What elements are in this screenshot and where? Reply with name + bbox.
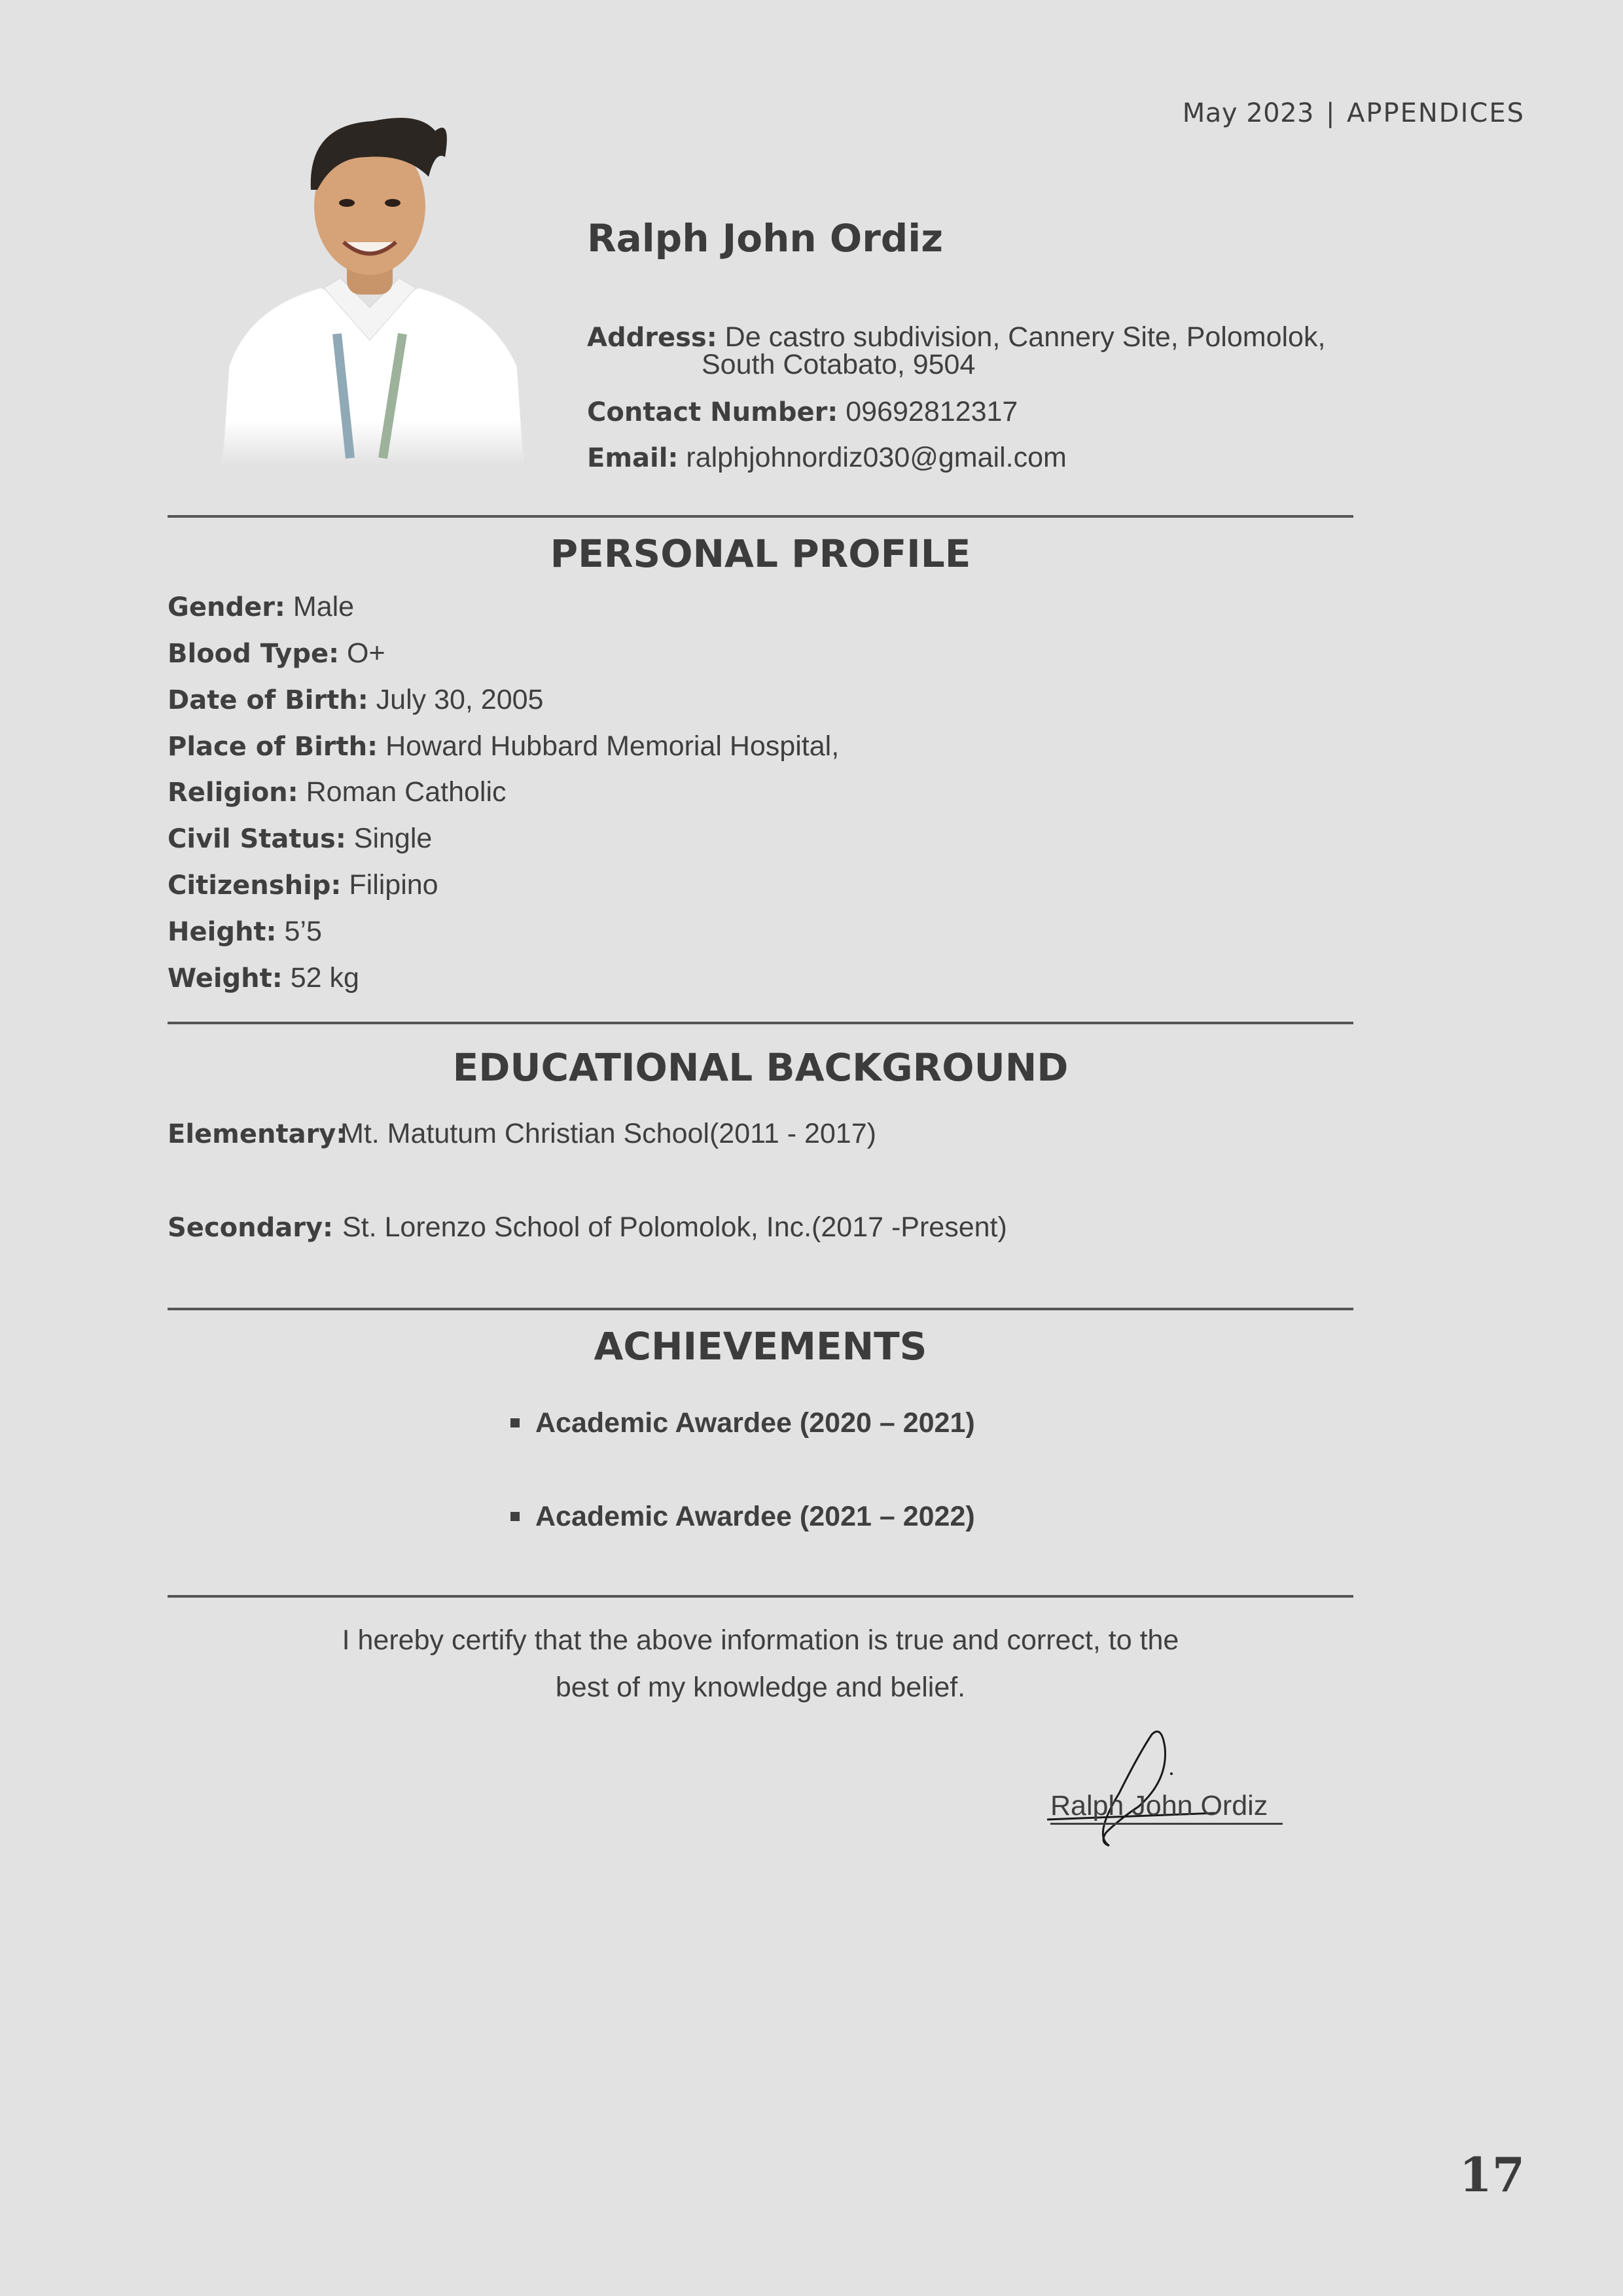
divider <box>168 1022 1353 1024</box>
signature-scribble <box>1047 1721 1243 1852</box>
field-citizenship <box>168 869 438 902</box>
education-secondary-value: St. Lorenzo School of Polomolok, Inc.(2017 -Present) <box>342 1211 1007 1243</box>
achievement-item: Academic Awardee (2020 – 2021) <box>535 1407 975 1439</box>
field-label: Civil Status: <box>168 824 346 854</box>
field-label: Date of Birth: <box>168 685 368 715</box>
field-religion <box>168 776 507 809</box>
field-label: Height: <box>168 917 277 947</box>
page-number: 17 <box>1459 2147 1525 2202</box>
signature-line <box>1050 1823 1283 1825</box>
field-label: Gender: <box>168 592 285 622</box>
address-value-line2: South Cotabato, 9504 <box>702 349 976 380</box>
field-value: O+ <box>347 637 385 669</box>
field-civil-status <box>168 822 432 855</box>
divider <box>168 1595 1353 1598</box>
field-label: Place of Birth: <box>168 732 378 762</box>
page-header <box>1183 98 1525 128</box>
field-value: July 30, 2005 <box>376 684 544 715</box>
certification-line2: best of my knowledge and belief. <box>555 1672 966 1703</box>
header-section: APPENDICES <box>1347 98 1525 128</box>
divider <box>168 1308 1353 1310</box>
field-height <box>168 915 322 948</box>
field-label: Citizenship: <box>168 870 342 901</box>
field-label: Blood Type: <box>168 639 340 669</box>
person-name: Ralph John Ordiz <box>587 216 943 260</box>
field-label: Religion: <box>168 778 298 808</box>
education-elementary-value: Mt. Matutum Christian School(2011 - 2017) <box>340 1118 876 1149</box>
bullet-icon <box>510 1418 520 1427</box>
contact-label: Contact Number: <box>587 397 838 427</box>
achievements-title: ACHIEVEMENTS <box>594 1324 927 1369</box>
achievement-item: Academic Awardee (2021 – 2022) <box>535 1501 975 1532</box>
address-row <box>587 323 1325 352</box>
field-place-of-birth <box>168 730 839 763</box>
field-value: 52 kg <box>290 962 359 994</box>
field-gender <box>168 590 354 624</box>
certification-statement <box>168 1617 1353 1711</box>
field-date-of-birth <box>168 683 543 717</box>
education-secondary-label: Secondary: <box>168 1213 334 1243</box>
contact-value: 09692812317 <box>846 396 1018 427</box>
field-weight <box>168 961 359 995</box>
field-value: Filipino <box>349 869 438 901</box>
personal-profile-title: PERSONAL PROFILE <box>550 531 971 576</box>
field-blood-type <box>168 637 385 670</box>
bullet-icon <box>510 1512 520 1521</box>
field-value: Single <box>353 823 433 854</box>
field-label: Weight: <box>168 963 283 994</box>
education-elementary-label: Elementary: <box>168 1119 347 1149</box>
field-value: 5’5 <box>284 916 322 947</box>
profile-photo <box>209 92 530 465</box>
field-value: Roman Catholic <box>306 776 507 808</box>
divider <box>168 515 1353 518</box>
field-value: Howard Hubbard Memorial Hospital, <box>385 730 840 762</box>
education-title: EDUCATIONAL BACKGROUND <box>452 1045 1069 1090</box>
email-label: Email: <box>587 443 679 473</box>
address-label: Address: <box>587 323 717 353</box>
signature-name: Ralph John Ordiz <box>1050 1790 1268 1821</box>
field-value: Male <box>293 591 355 622</box>
certification-line1: I hereby certify that the above information is true and correct, to the <box>342 1624 1179 1656</box>
header-date: May 2023 <box>1182 98 1315 128</box>
header-separator: | <box>1326 98 1335 128</box>
email-row <box>587 443 1067 473</box>
address-value-line1: De castro subdivision, Cannery Site, Polomolok, <box>724 321 1326 353</box>
email-value: ralphjohnordiz030@gmail.com <box>686 442 1067 473</box>
contact-row <box>587 397 1018 427</box>
